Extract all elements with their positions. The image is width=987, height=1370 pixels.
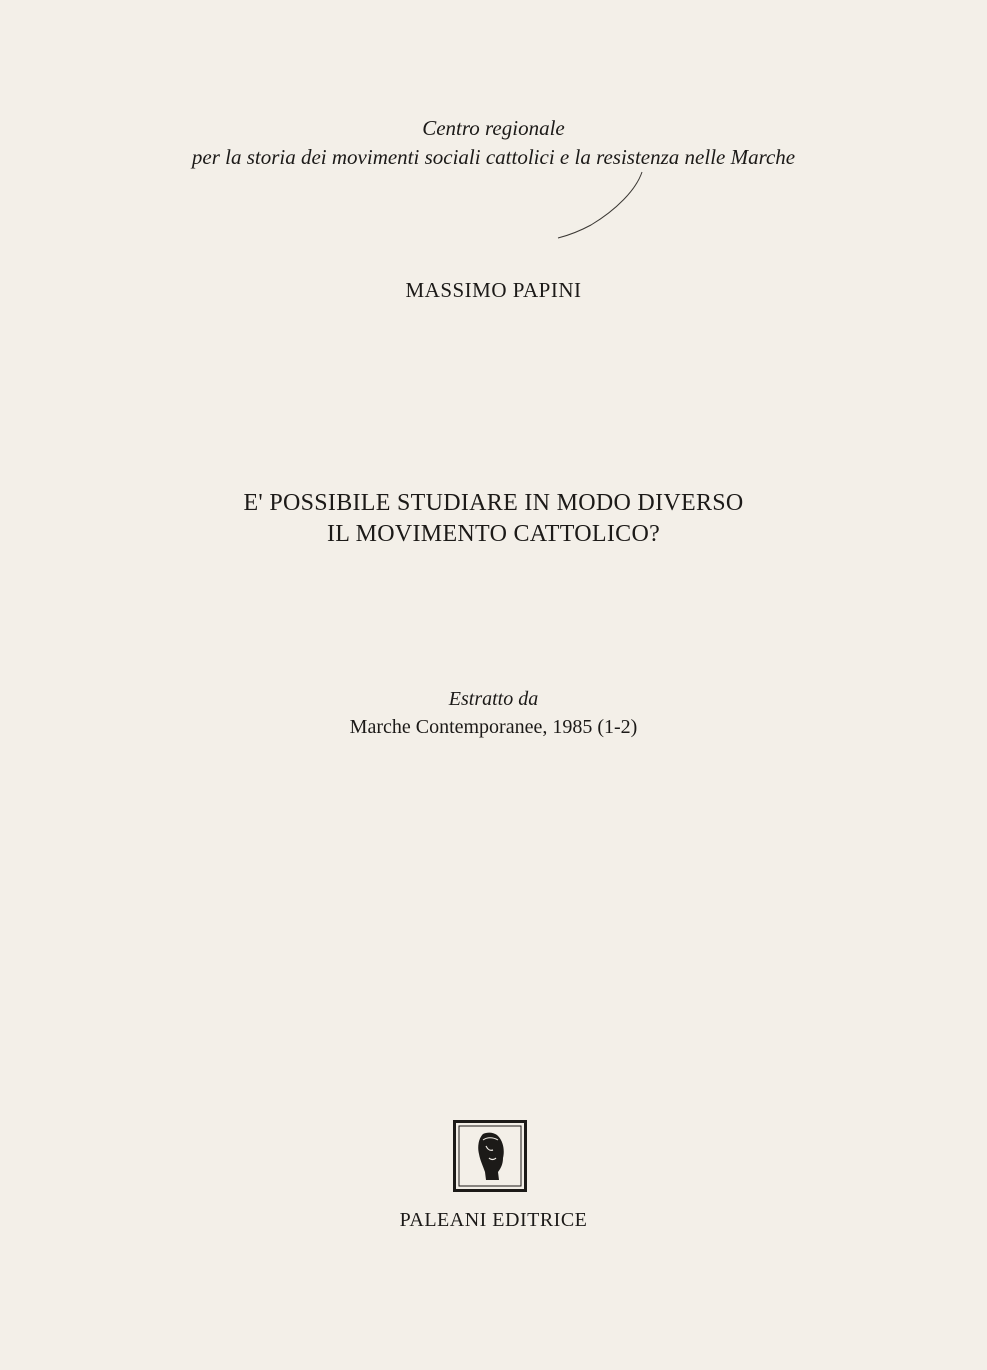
extract-source: Marche Contemporanee, 1985 (1-2) bbox=[349, 716, 638, 738]
center-name-line-2: per la storia dei movimenti sociali cattolici e la resistenza nelle Marche bbox=[191, 145, 796, 169]
document-title-line-1: E' POSSIBILE STUDIARE IN MODO DIVERSO bbox=[243, 490, 744, 516]
publisher-name: PALEANI EDITRICE bbox=[399, 1209, 588, 1231]
author-name: MASSIMO PAPINI bbox=[405, 278, 582, 302]
publisher-head-logo-icon bbox=[453, 1120, 527, 1192]
extract-label: Estratto da bbox=[448, 688, 539, 710]
pen-stroke-mark-icon bbox=[556, 170, 646, 240]
center-name-line-1: Centro regionale bbox=[422, 116, 565, 140]
document-title-line-2: IL MOVIMENTO CATTOLICO? bbox=[326, 521, 661, 547]
